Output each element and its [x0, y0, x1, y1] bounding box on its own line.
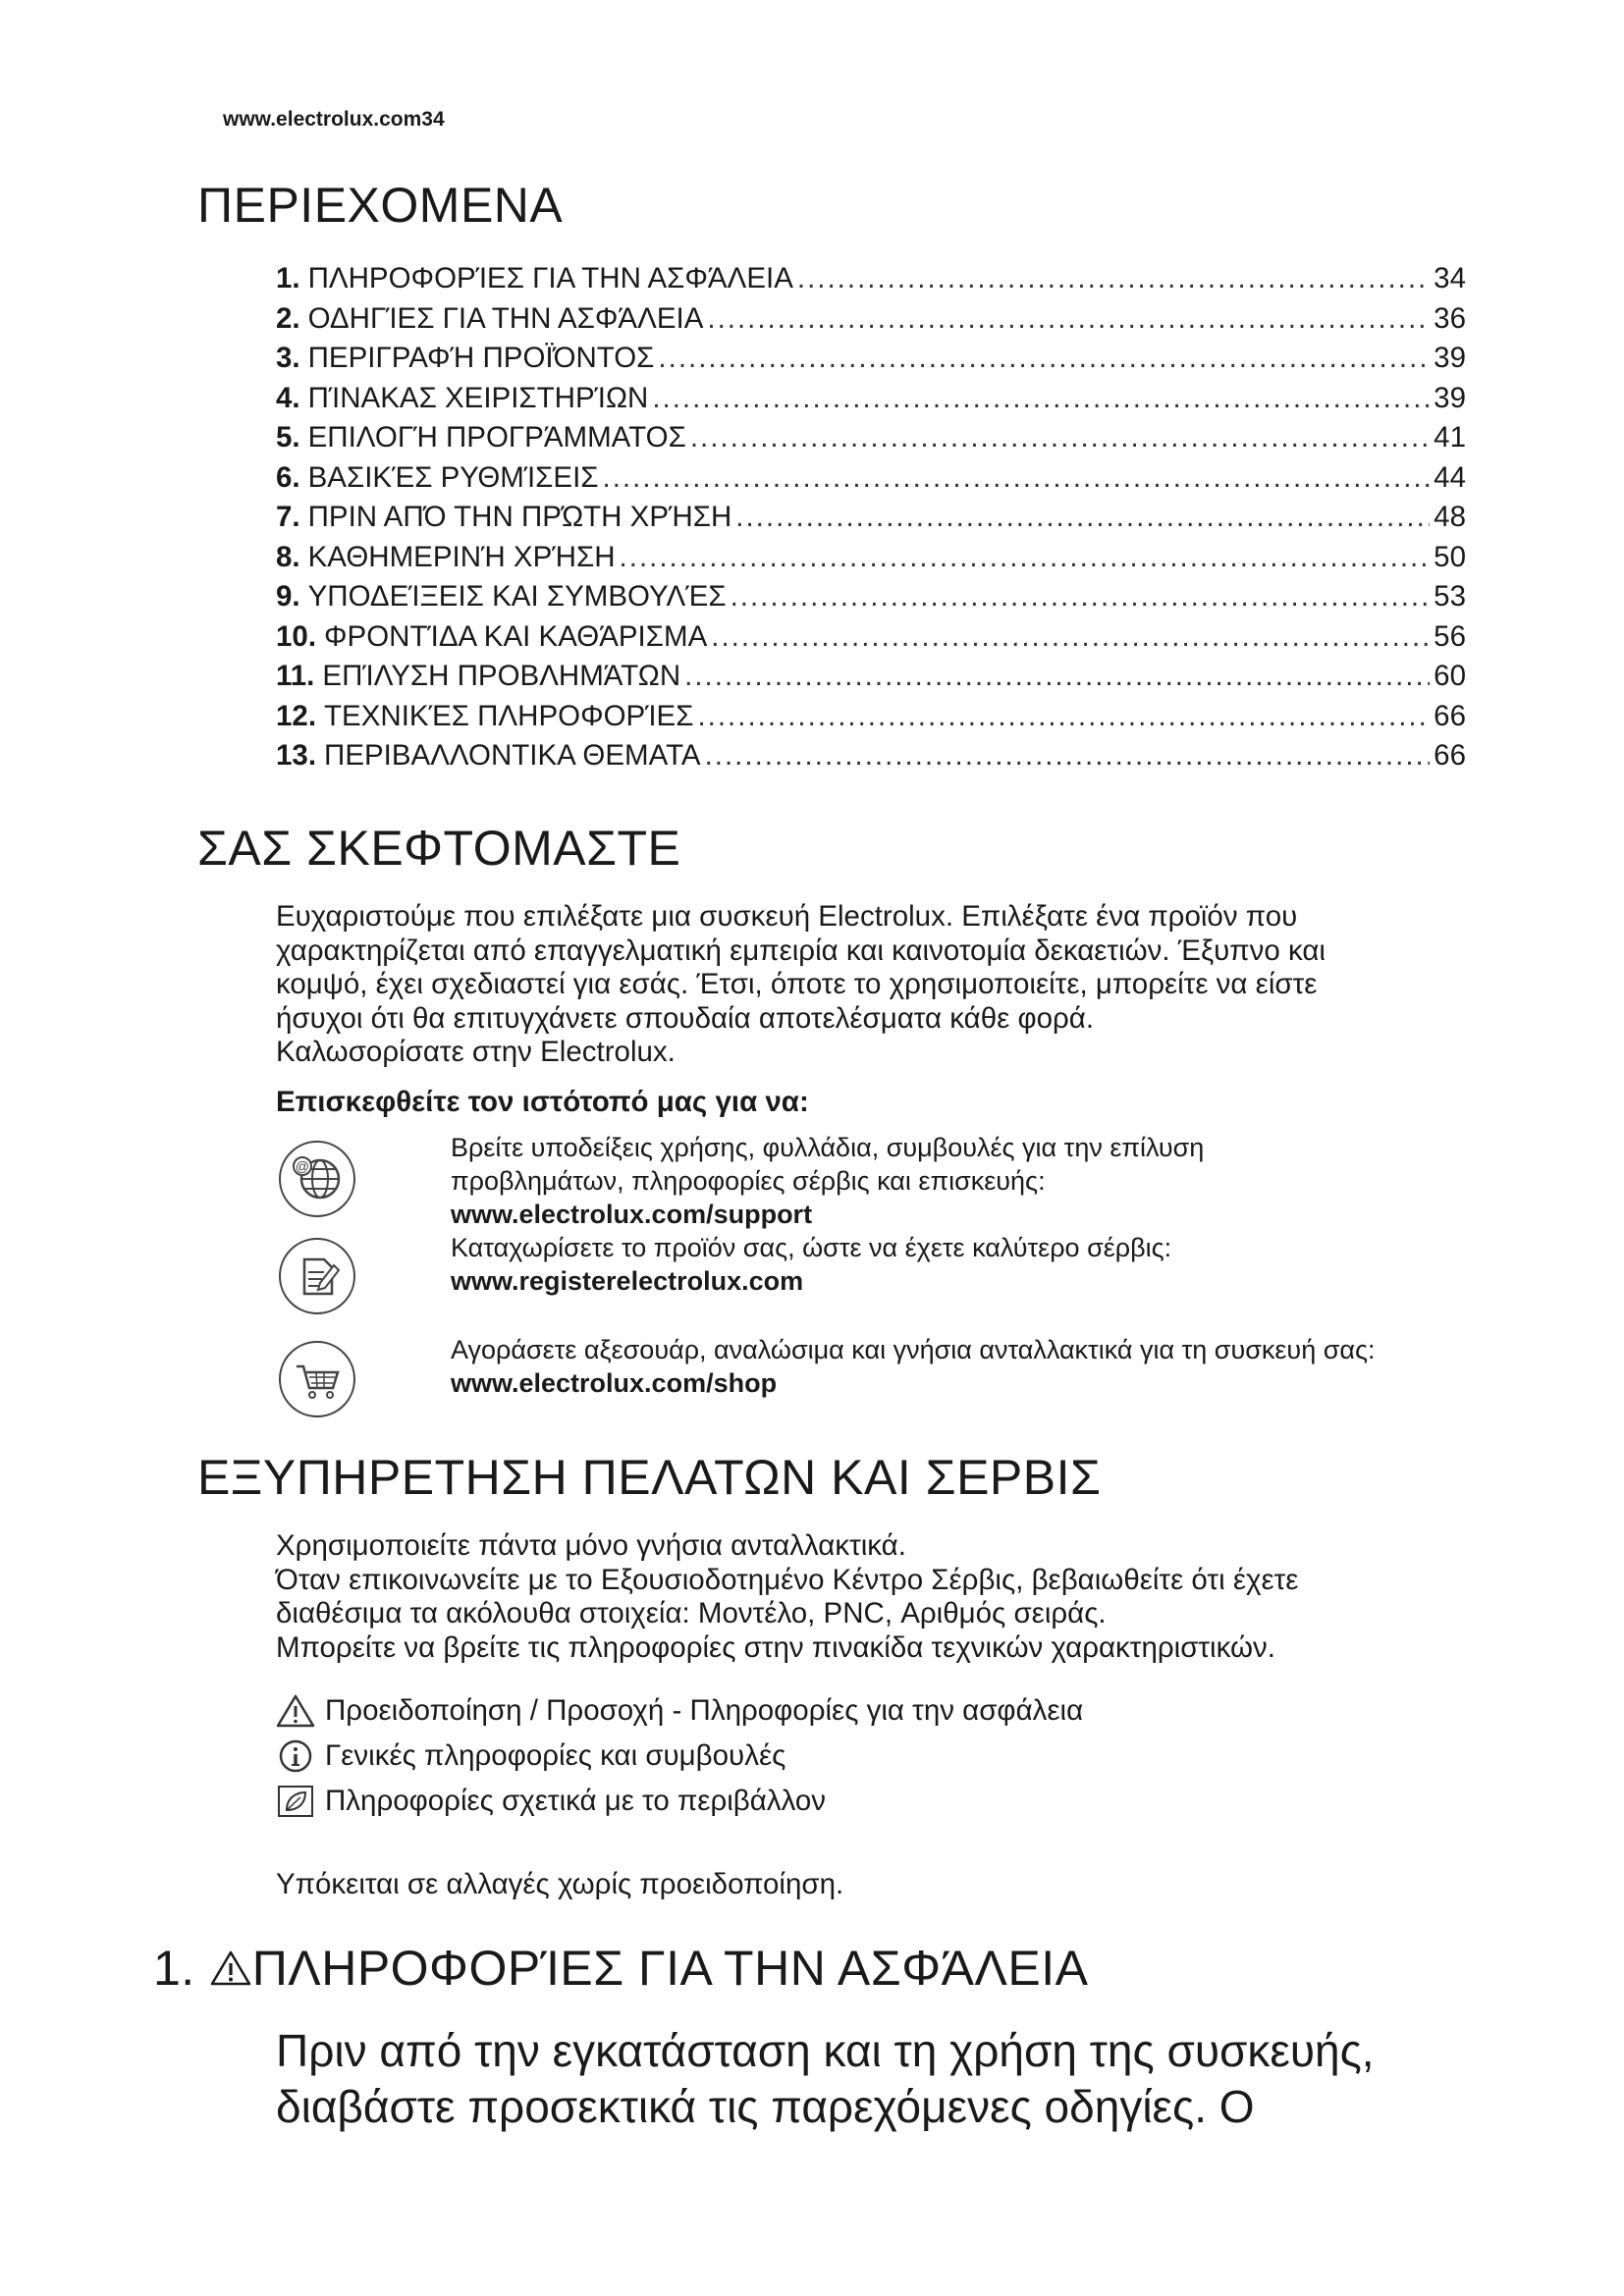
symbol-warning-row: Προειδοποίηση / Προσοχή - Πληροφορίες για την ασφάλεια: [276, 1688, 1083, 1734]
thinking-paragraph: Ευχαριστούμε που επιλέξατε μια συσκευή Electrolux. Επιλέξατε ένα προϊόν που χαρακτηρίζεται από επαγγελματική εμπειρία και καινοτομία δεκαετιών. Έξυπνο και κομψό, έχει σχεδιαστεί για εσάς. Έτσι, όποτε το χρησιμοποιείτε, μπορείτε να είστε ήσυχοι ότι θα επιτυγχάνετε σπουδαία αποτελέσματα κάθε φορά. Καλωσορίσατε στην Electrolux.: [276, 900, 1326, 1068]
safety-number: 1.: [153, 1941, 195, 1996]
shopping-cart-icon: [279, 1341, 355, 1417]
service-title: ΕΞΥΠΗΡΕΤΗΣΗ ΠΕΛΑΤΩΝ ΚΑΙ ΣΕΡΒΙΣ: [197, 1450, 1102, 1505]
warning-icon: [209, 1949, 252, 1988]
safety-title: ΠΛΗΡΟΦΟΡΊΕΣ ΓΙΑ ΤΗΝ ΑΣΦΆΛΕΙΑ: [251, 1941, 1089, 1996]
shop-link-block: Αγοράσετε αξεσουάρ, αναλώσιμα και γνήσια ανταλλακτικά για τη συσκευή σας: www.electrolux.com/shop: [451, 1335, 1376, 1398]
service-paragraph: Χρησιμοποιείτε πάντα μόνο γνήσια ανταλλακτικά. Όταν επικοινωνείτε με το Εξουσιοδοτημένο Κέντρο Σέρβις, βεβαιωθείτε ότι έχετε διαθέσιμα τα ακόλουθα στοιχεία: Μοντέλο, PNC, Αριθμός σειράς. Μπορείτε να βρείτε τις πληροφορίες στην πινακίδα τεχνικών χαρακτηριστικών.: [276, 1529, 1299, 1664]
toc-item[interactable]: 4. ΠΊΝΑΚΑΣ ΧΕΙΡΙΣΤΗΡΊΩΝ ..... 39: [276, 382, 1466, 422]
safety-heading: [153, 1940, 1088, 1997]
support-url-link[interactable]: www.electrolux.com/support: [451, 1200, 813, 1229]
toc-item[interactable]: 1. ΠΛΗΡΟΦΟΡΊΕΣ ΓΙΑ ΤΗΝ ΑΣΦΆΛΕΙΑ ..... 34: [276, 262, 1466, 302]
symbol-legend: [276, 1688, 1083, 1824]
register-product-icon: [279, 1238, 355, 1314]
shop-url-link[interactable]: www.electrolux.com/shop: [451, 1368, 778, 1398]
contents-title: ΠΕΡΙΕΧΟΜΕΝΑ: [197, 178, 564, 233]
toc-item[interactable]: 2. ΟΔΗΓΊΕΣ ΓΙΑ ΤΗΝ ΑΣΦΆΛΕΙΑ ..... 36: [276, 302, 1466, 343]
support-link-block: Βρείτε υποδείξεις χρήσης, φυλλάδια, συμβουλές για την επίλυση προβλημάτων, πληροφορίες σέρβις και επισκευής: www.electrolux.com/support Καταχωρίσετε το προϊόν σας, ώστε να έχετε καλύτερο σέρβις: www.registerelectrolux.com: [451, 1133, 1205, 1296]
toc-item[interactable]: 6. ΒΑΣΙΚΈΣ ΡΥΘΜΊΣΕΙΣ ..... 44: [276, 461, 1466, 502]
register-url-link[interactable]: www.registerelectrolux.com: [451, 1266, 804, 1296]
symbol-environment-row: Πληροφορίες σχετικά με το περιβάλλον: [276, 1779, 1083, 1824]
toc-item[interactable]: 13. ΠΕΡΙΒΑΛΛΟΝΤΙΚΑ ΘΕΜΑΤΑ ..... 66: [276, 739, 1466, 779]
toc-item[interactable]: 5. ΕΠΙΛΟΓΉ ΠΡΟΓΡΆΜΜΑΤΟΣ ..... 41: [276, 421, 1466, 461]
page-header: www.electrolux.com34: [223, 108, 445, 131]
svg-text:@: @: [295, 1158, 310, 1174]
warning-icon: [276, 1693, 315, 1729]
visit-heading: Επισκεφθείτε τον ιστότοπό μας για να:: [276, 1086, 809, 1118]
toc-item[interactable]: 9. ΥΠΟΔΕΊΞΕΙΣ ΚΑΙ ΣΥΜΒΟΥΛΈΣ ..... 53: [276, 580, 1466, 620]
environment-icon: [276, 1784, 315, 1819]
toc-item[interactable]: 11. ΕΠΊΛΥΣΗ ΠΡΟΒΛΗΜΆΤΩΝ ..... 60: [276, 660, 1466, 700]
change-notice: Υπόκειται σε αλλαγές χωρίς προειδοποίηση.: [276, 1868, 844, 1900]
safety-intro: Πριν από την εγκατάσταση και τη χρήση της συσκευής, διαβάστε προσεκτικά τις παρεχόμενες οδηγίες. Ο: [276, 2025, 1375, 2132]
toc-item[interactable]: 3. ΠΕΡΙΓΡΑΦΉ ΠΡΟΪΌΝΤΟΣ ..... 39: [276, 342, 1466, 382]
symbol-info-row: Γενικές πληροφορίες και συμβουλές: [276, 1734, 1083, 1779]
info-icon: [276, 1738, 315, 1774]
thinking-title: ΣΑΣ ΣΚΕΦΤΟΜΑΣΤΕ: [197, 821, 681, 876]
toc-item[interactable]: 12. ΤΕΧΝΙΚΈΣ ΠΛΗΡΟΦΟΡΊΕΣ ..... 66: [276, 700, 1466, 740]
toc-item[interactable]: 8. ΚΑΘΗΜΕΡΙΝΉ ΧΡΉΣΗ ..... 50: [276, 541, 1466, 581]
toc-item[interactable]: 7. ΠΡΙΝ ΑΠΌ ΤΗΝ ΠΡΏΤΗ ΧΡΉΣΗ ..... 48: [276, 501, 1466, 541]
table-of-contents: [276, 262, 1466, 779]
web-support-icon: [279, 1141, 355, 1217]
toc-item[interactable]: 10. ΦΡΟΝΤΊΔΑ ΚΑΙ ΚΑΘΆΡΙΣΜΑ ..... 56: [276, 620, 1466, 661]
